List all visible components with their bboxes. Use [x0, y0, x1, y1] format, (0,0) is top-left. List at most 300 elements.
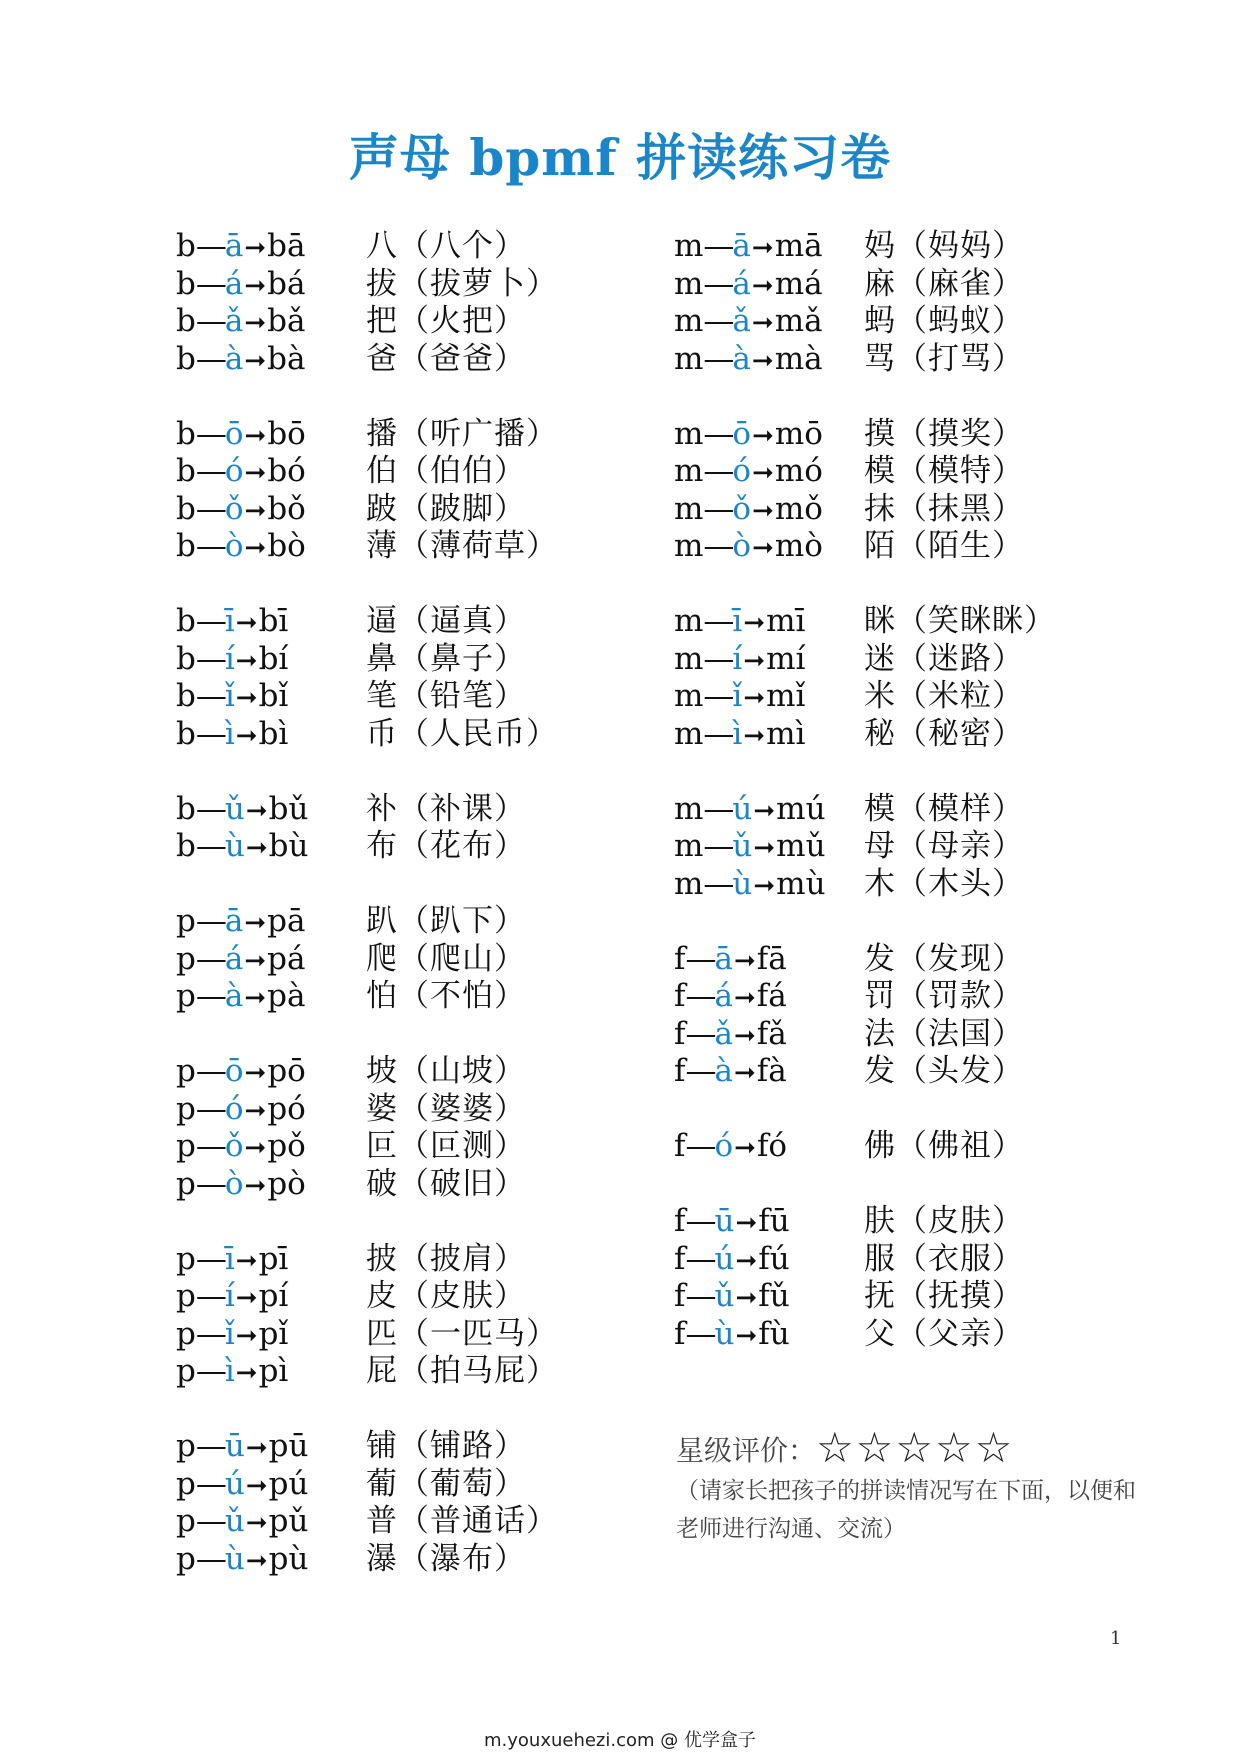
syllable-result: mó	[774, 453, 823, 489]
syllable-result: pú	[268, 1465, 309, 1502]
example-word: 鼻（鼻子）	[366, 640, 526, 677]
arrow-icon: ➞	[752, 495, 774, 526]
dash-connector: —	[703, 603, 733, 639]
initial-letter: p	[176, 978, 196, 1014]
example-word: 母（母亲）	[864, 828, 1024, 864]
arrow-icon: ➞	[244, 945, 267, 976]
dash-connector: —	[195, 228, 225, 264]
arrow-icon: ➞	[752, 420, 774, 451]
vowel-letter: ò	[224, 528, 244, 564]
arrow-icon: ➞	[753, 833, 776, 863]
pinyin-sequence	[674, 1241, 790, 1281]
vowel-letter: ǐ	[224, 1315, 235, 1352]
dash-connector: —	[195, 978, 225, 1014]
pinyin-sequence	[176, 1503, 308, 1543]
arrow-icon: ➞	[733, 1058, 756, 1088]
pinyin-sequence	[176, 941, 305, 981]
syllable-result: mò	[774, 528, 823, 564]
pinyin-sequence	[674, 1203, 790, 1243]
arrow-icon: ➞	[235, 720, 258, 751]
example-word: 把（火把）	[366, 303, 526, 339]
example-word: 骂（打骂）	[864, 340, 1024, 377]
arrow-icon: ➞	[244, 1133, 267, 1163]
example-word: 服（衣服）	[864, 1240, 1024, 1277]
syllable-result: fó	[756, 1128, 788, 1164]
example-word: 八（八个）	[366, 228, 526, 264]
initial-letter: m	[674, 640, 704, 677]
dash-connector: —	[685, 1128, 715, 1164]
parent-note: （请家长把孩子的拼读情况写在下面，以便和老师进行沟通、交流）	[676, 1478, 1136, 1542]
arrow-icon: ➞	[735, 1245, 758, 1276]
syllable-result: bá	[267, 265, 306, 302]
initial-letter: b	[176, 340, 196, 377]
initial-letter: m	[674, 303, 704, 339]
example-word: 麻（麻雀）	[864, 265, 1024, 302]
vowel-letter: ǎ	[224, 303, 244, 339]
pinyin-sequence	[176, 641, 288, 681]
syllable-result: mǎ	[774, 303, 823, 339]
syllable-result: pù	[268, 1540, 309, 1577]
vowel-letter: ǒ	[224, 1128, 244, 1164]
vowel-letter: ǎ	[732, 303, 751, 339]
vowel-letter: á	[224, 940, 244, 977]
arrow-icon: ➞	[244, 270, 267, 301]
syllable-result: mī	[766, 603, 806, 639]
arrow-icon: ➞	[751, 308, 774, 338]
initial-letter: m	[674, 340, 704, 377]
syllable-result: fǎ	[756, 1015, 787, 1052]
example-word: 佛（佛祖）	[864, 1128, 1024, 1164]
example-word: 跛（跛脚）	[366, 490, 526, 527]
arrow-icon: ➞	[235, 1320, 258, 1351]
dash-connector: —	[195, 1090, 225, 1127]
pinyin-sequence	[674, 978, 787, 1018]
syllable-result: pō	[267, 1053, 306, 1089]
dash-connector: —	[195, 303, 225, 339]
syllable-result: pà	[267, 978, 306, 1014]
example-word: 伯（伯伯）	[366, 453, 526, 489]
arrow-icon: ➞	[733, 945, 756, 976]
vowel-letter: ò	[732, 528, 752, 564]
vowel-letter: ǔ	[732, 828, 753, 864]
example-word: 屁（拍马屁）	[366, 1353, 558, 1389]
pinyin-sequence	[674, 453, 823, 493]
pinyin-sequence	[176, 1241, 288, 1281]
arrow-icon: ➞	[733, 1020, 756, 1051]
example-word: 摸（摸奖）	[864, 415, 1024, 452]
syllable-result: pū	[268, 1428, 309, 1464]
initial-letter: b	[176, 453, 196, 489]
vowel-letter: à	[714, 1053, 733, 1089]
example-word: 发（头发）	[864, 1053, 1024, 1089]
example-word: 拔（拔萝卜）	[366, 265, 558, 302]
vowel-letter: à	[224, 978, 244, 1014]
arrow-icon: ➞	[235, 1358, 258, 1388]
example-word: 陌（陌生）	[864, 528, 1024, 564]
syllable-result: fǔ	[758, 1278, 790, 1314]
initial-letter: p	[176, 1128, 196, 1164]
arrow-icon: ➞	[734, 1133, 756, 1163]
dash-connector: —	[685, 1053, 715, 1089]
example-word: 披（披肩）	[366, 1240, 526, 1277]
syllable-result: bí	[258, 640, 289, 677]
syllable-result: pǐ	[258, 1315, 289, 1352]
example-word: 叵（叵测）	[366, 1128, 526, 1164]
arrow-icon: ➞	[733, 983, 756, 1013]
example-word: 法（法国）	[864, 1015, 1024, 1052]
example-word: 模（模特）	[864, 453, 1024, 489]
dash-connector: —	[195, 1128, 225, 1164]
initial-letter: f	[674, 978, 686, 1014]
vowel-letter: ì	[224, 715, 235, 752]
initial-letter: m	[674, 790, 704, 827]
dash-connector: —	[703, 228, 733, 264]
initial-letter: f	[674, 940, 686, 977]
vowel-letter: ǔ	[714, 1278, 735, 1314]
example-word: 薄（薄荷草）	[366, 528, 558, 564]
arrow-icon: ➞	[743, 608, 766, 638]
pinyin-sequence	[176, 303, 305, 343]
arrow-icon: ➞	[743, 720, 766, 751]
pinyin-sequence	[176, 978, 305, 1018]
vowel-letter: ù	[224, 1540, 245, 1577]
arrow-icon: ➞	[244, 1170, 267, 1201]
syllable-result: bù	[268, 828, 309, 864]
dash-connector: —	[195, 1053, 225, 1089]
example-word: 米（米粒）	[864, 678, 1024, 714]
initial-letter: p	[176, 1240, 196, 1277]
syllable-result: má	[774, 265, 823, 302]
syllable-result: mà	[774, 340, 823, 377]
syllable-result: bǎ	[267, 303, 306, 339]
pinyin-sequence	[176, 491, 306, 531]
dash-connector: —	[685, 940, 715, 977]
example-word: 坡（山坡）	[366, 1053, 526, 1089]
initial-letter: m	[674, 415, 704, 452]
arrow-icon: ➞	[244, 1058, 267, 1088]
dash-connector: —	[195, 528, 225, 564]
dash-connector: —	[195, 1353, 225, 1389]
example-word: 木（木头）	[864, 865, 1024, 902]
arrow-icon: ➞	[735, 1283, 758, 1313]
dash-connector: —	[703, 528, 733, 564]
vowel-letter: ì	[732, 715, 743, 752]
arrow-icon: ➞	[244, 308, 267, 338]
arrow-icon: ➞	[735, 1208, 758, 1238]
vowel-letter: ó	[714, 1128, 734, 1164]
vowel-letter: ī	[224, 603, 235, 639]
dash-connector: —	[685, 1240, 715, 1277]
dash-connector: —	[703, 340, 733, 377]
arrow-icon: ➞	[743, 683, 766, 713]
dash-connector: —	[195, 1315, 225, 1352]
initial-letter: m	[674, 603, 704, 639]
syllable-result: mí	[766, 640, 806, 677]
arrow-icon: ➞	[244, 458, 267, 488]
arrow-icon: ➞	[244, 495, 267, 526]
vowel-letter: ù	[224, 828, 245, 864]
syllable-result: bǐ	[258, 678, 289, 714]
example-word: 爬（爬山）	[366, 940, 526, 977]
example-word: 秘（秘密）	[864, 715, 1024, 752]
syllable-result: fū	[758, 1203, 790, 1239]
example-word: 笔（铅笔）	[366, 678, 526, 714]
vowel-letter: à	[224, 340, 244, 377]
vowel-letter: ó	[224, 453, 244, 489]
vowel-letter: í	[224, 640, 235, 677]
example-word: 肤（皮肤）	[864, 1203, 1024, 1239]
initial-letter: m	[674, 528, 704, 564]
example-word: 婆（婆婆）	[366, 1090, 526, 1127]
pinyin-sequence	[674, 303, 823, 343]
dash-connector: —	[195, 415, 225, 452]
arrow-icon: ➞	[244, 345, 267, 376]
arrow-icon: ➞	[245, 1545, 268, 1576]
example-word: 皮（皮肤）	[366, 1278, 526, 1314]
syllable-result: fá	[756, 978, 787, 1014]
syllable-result: pǔ	[268, 1503, 309, 1539]
example-word: 迷（迷路）	[864, 640, 1024, 677]
vowel-letter: ū	[224, 1428, 245, 1464]
vowel-letter: ǎ	[714, 1015, 733, 1052]
vowel-letter: ī	[732, 603, 743, 639]
syllable-result: fā	[756, 940, 787, 977]
dash-connector: —	[685, 1315, 715, 1352]
syllable-result: fú	[758, 1240, 790, 1277]
initial-letter: p	[176, 940, 196, 977]
vowel-letter: á	[732, 265, 751, 302]
example-word: 瀑（瀑布）	[366, 1540, 526, 1577]
example-word: 妈（妈妈）	[864, 228, 1024, 264]
arrow-icon: ➞	[245, 1433, 268, 1463]
initial-letter: f	[674, 1278, 686, 1314]
syllable-result: pó	[267, 1090, 306, 1127]
dash-connector: —	[195, 265, 225, 302]
dash-connector: —	[195, 640, 225, 677]
initial-letter: m	[674, 865, 704, 902]
example-word: 匹（一匹马）	[366, 1315, 558, 1352]
vowel-letter: í	[732, 640, 743, 677]
syllable-result: pí	[258, 1278, 289, 1314]
dash-connector: —	[703, 453, 733, 489]
example-word: 怕（不怕）	[366, 978, 526, 1014]
pinyin-sequence	[176, 903, 305, 943]
arrow-icon: ➞	[245, 795, 268, 826]
vowel-letter: ú	[714, 1240, 735, 1277]
syllable-result: mǔ	[776, 828, 826, 864]
vowel-letter: á	[224, 265, 244, 302]
example-word: 趴（趴下）	[366, 903, 526, 939]
pinyin-sequence	[674, 1016, 787, 1056]
initial-letter: p	[176, 1090, 196, 1127]
vowel-letter: ī	[224, 1240, 235, 1277]
arrow-icon: ➞	[235, 608, 258, 638]
pinyin-sequence	[674, 941, 787, 981]
arrow-icon: ➞	[753, 870, 776, 901]
example-word: 模（模样）	[864, 790, 1024, 827]
initial-letter: m	[674, 678, 704, 714]
page-number: 1	[1110, 1628, 1122, 1649]
dash-connector: —	[195, 340, 225, 377]
initial-letter: p	[176, 1278, 196, 1314]
initial-letter: p	[176, 1428, 196, 1464]
pinyin-sequence	[176, 1353, 288, 1393]
dash-connector: —	[685, 1278, 715, 1314]
pinyin-sequence	[176, 828, 308, 868]
syllable-result: bā	[267, 228, 306, 264]
syllable-result: mā	[774, 228, 823, 264]
vowel-letter: ō	[732, 415, 752, 452]
dash-connector: —	[195, 453, 225, 489]
initial-letter: b	[176, 490, 196, 527]
arrow-icon: ➞	[245, 1508, 268, 1538]
dash-connector: —	[195, 678, 225, 714]
vowel-letter: ó	[732, 453, 752, 489]
vowel-letter: ò	[224, 1165, 244, 1202]
pinyin-sequence	[674, 716, 805, 756]
vowel-letter: ō	[224, 1053, 244, 1089]
dash-connector: —	[703, 715, 733, 752]
syllable-result: bó	[267, 453, 306, 489]
example-word: 抚（抚摸）	[864, 1278, 1024, 1314]
dash-connector: —	[685, 978, 715, 1014]
pinyin-sequence	[674, 791, 826, 831]
example-word: 发（发现）	[864, 940, 1024, 977]
vowel-letter: ā	[732, 228, 751, 264]
pinyin-sequence	[176, 716, 288, 756]
dash-connector: —	[195, 1165, 225, 1202]
syllable-result: bī	[258, 603, 289, 639]
pinyin-sequence	[674, 491, 823, 531]
initial-letter: b	[176, 603, 196, 639]
example-word: 葡（葡萄）	[366, 1465, 526, 1502]
vowel-letter: ǐ	[732, 678, 743, 714]
pinyin-sequence	[176, 791, 308, 831]
arrow-icon: ➞	[244, 908, 267, 938]
pinyin-sequence	[176, 1316, 288, 1356]
vowel-letter: ǔ	[224, 790, 245, 827]
syllable-result: bò	[267, 528, 306, 564]
pinyin-sequence	[674, 528, 823, 568]
dash-connector: —	[703, 640, 733, 677]
initial-letter: p	[176, 903, 196, 939]
dash-connector: —	[703, 303, 733, 339]
pinyin-sequence	[176, 528, 306, 568]
arrow-icon: ➞	[244, 1095, 267, 1126]
pinyin-sequence	[176, 1278, 288, 1318]
rating-stars[interactable]: ☆☆☆☆☆	[816, 1423, 1015, 1472]
initial-letter: m	[674, 828, 704, 864]
syllable-result: mù	[776, 865, 826, 902]
vowel-letter: ì	[224, 1353, 235, 1389]
dash-connector: —	[195, 903, 225, 939]
pinyin-sequence	[674, 678, 805, 718]
example-word: 普（普通话）	[366, 1503, 558, 1539]
initial-letter: p	[176, 1053, 196, 1089]
initial-letter: m	[674, 453, 704, 489]
vowel-letter: ǒ	[732, 490, 752, 527]
initial-letter: b	[176, 528, 196, 564]
page-title: 声母 bpmf 拼读练习卷	[348, 128, 892, 187]
pinyin-sequence	[176, 1541, 308, 1581]
pinyin-sequence	[176, 603, 288, 643]
pinyin-sequence	[674, 828, 826, 868]
vowel-letter: ā	[224, 903, 244, 939]
arrow-icon: ➞	[245, 833, 268, 863]
pinyin-sequence	[176, 1166, 306, 1206]
syllable-result: mì	[766, 715, 806, 752]
pinyin-sequence	[176, 1128, 306, 1168]
syllable-result: fà	[756, 1053, 787, 1089]
vowel-letter: à	[732, 340, 751, 377]
initial-letter: p	[176, 1353, 196, 1389]
initial-letter: f	[674, 1053, 686, 1089]
vowel-letter: ù	[732, 865, 753, 902]
pinyin-sequence	[176, 1053, 306, 1093]
syllable-result: fù	[758, 1315, 790, 1352]
pinyin-sequence	[176, 1091, 306, 1131]
initial-letter: b	[176, 228, 196, 264]
syllable-result: pá	[267, 940, 306, 977]
initial-letter: m	[674, 228, 704, 264]
dash-connector: —	[195, 1428, 225, 1464]
initial-letter: p	[176, 1465, 196, 1502]
dash-connector: —	[685, 1203, 715, 1239]
pinyin-sequence	[176, 266, 305, 306]
syllable-result: pā	[267, 903, 306, 939]
dash-connector: —	[703, 265, 733, 302]
dash-connector: —	[195, 1465, 225, 1502]
syllable-result: bà	[267, 340, 306, 377]
initial-letter: b	[176, 715, 196, 752]
rating-label: 星级评价：	[676, 1434, 817, 1467]
pinyin-sequence	[176, 341, 305, 381]
arrow-icon: ➞	[235, 683, 258, 713]
dash-connector: —	[195, 1540, 225, 1577]
initial-letter: b	[176, 678, 196, 714]
example-word: 眯（笑眯眯）	[864, 603, 1056, 639]
initial-letter: b	[176, 415, 196, 452]
pinyin-sequence	[674, 1053, 787, 1093]
pinyin-sequence	[176, 678, 288, 718]
dash-connector: —	[703, 490, 733, 527]
arrow-icon: ➞	[235, 1283, 258, 1313]
initial-letter: p	[176, 1503, 196, 1539]
syllable-result: bì	[258, 715, 289, 752]
syllable-result: pǒ	[267, 1128, 306, 1164]
vowel-letter: ā	[224, 228, 244, 264]
arrow-icon: ➞	[735, 1320, 758, 1351]
example-word: 蚂（蚂蚁）	[864, 303, 1024, 339]
syllable-result: mǒ	[774, 490, 823, 527]
arrow-icon: ➞	[743, 645, 766, 676]
initial-letter: m	[674, 265, 704, 302]
initial-letter: m	[674, 715, 704, 752]
example-word: 逼（逼真）	[366, 603, 526, 639]
dash-connector: —	[195, 1503, 225, 1539]
initial-letter: f	[674, 1315, 686, 1352]
pinyin-sequence	[674, 866, 826, 906]
initial-letter: f	[674, 1203, 686, 1239]
example-word: 播（听广播）	[366, 415, 558, 452]
initial-letter: b	[176, 828, 196, 864]
dash-connector: —	[195, 1240, 225, 1277]
example-word: 铺（铺路）	[366, 1428, 526, 1464]
star-rating	[676, 1423, 1014, 1472]
dash-connector: —	[195, 790, 225, 827]
dash-connector: —	[195, 603, 225, 639]
arrow-icon: ➞	[235, 645, 258, 676]
